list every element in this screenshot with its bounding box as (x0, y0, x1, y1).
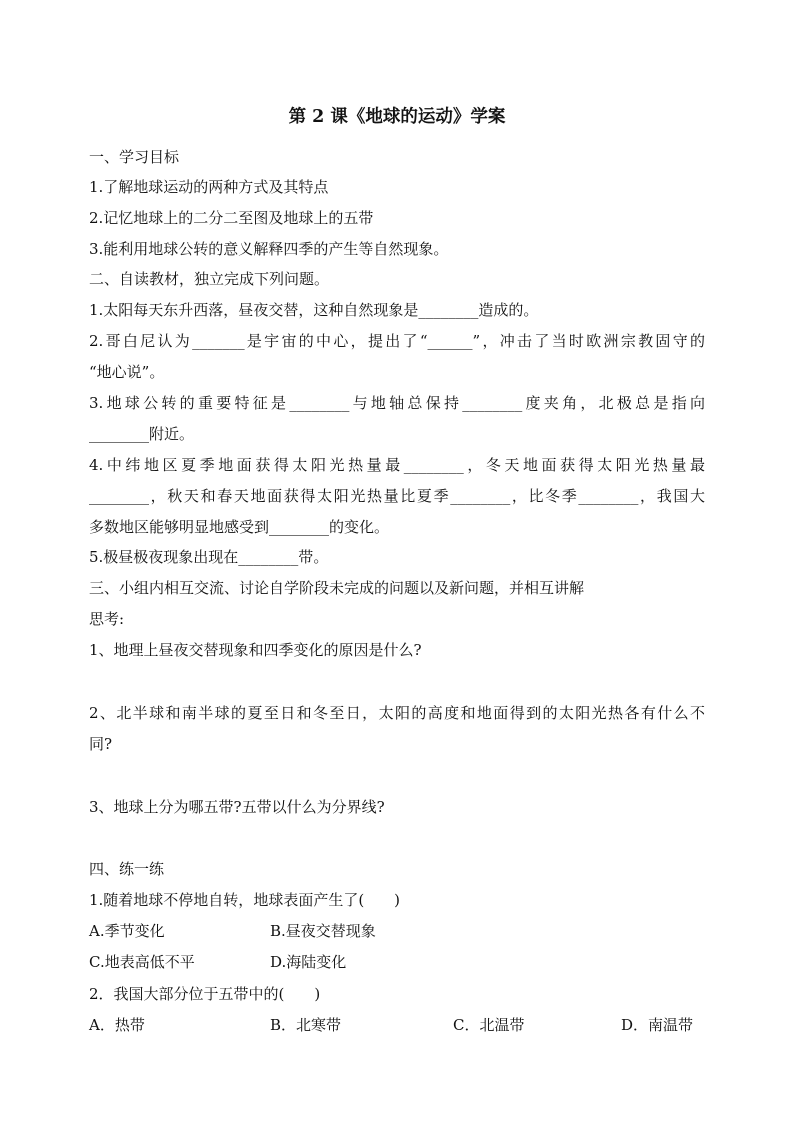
question-line: 3.地球公转的重要特征是________与地轴总保持________度夹角，北极总是指向 (89, 394, 705, 412)
section-heading-self-study: 二、自读教材，独立完成下列问题。 (89, 270, 330, 288)
answer-option: C.地表高低不平 (89, 953, 195, 971)
answer-option: C．北温带 (453, 1016, 525, 1034)
answer-option: D．南温带 (621, 1016, 694, 1034)
answer-option: D.海陆变化 (270, 953, 347, 971)
answer-option: A．热带 (89, 1016, 145, 1034)
question-line: 5.极昼极夜现象出现在________带。 (89, 548, 329, 566)
question-line: “地心说”。 (89, 363, 165, 381)
think-question: 1、地理上昼夜交替现象和四季变化的原因是什么? (89, 641, 422, 659)
question-line: ________附近。 (89, 425, 195, 443)
think-label: 思考: (89, 610, 125, 628)
answer-option: A.季节变化 (89, 922, 165, 940)
answer-option: B．北寒带 (270, 1016, 342, 1034)
think-question: 3、地球上分为哪五带?五带以什么为分界线? (89, 798, 385, 816)
page-title: 第 2 课《地球的运动》学案 (288, 107, 506, 127)
question-line: 1.太阳每天东升西落，昼夜交替，这种自然现象是________造成的。 (89, 301, 539, 319)
objective-item: 1.了解地球运动的两种方式及其特点 (89, 178, 329, 196)
section-heading-objectives: 一、学习目标 (89, 148, 180, 166)
think-question: 同? (89, 735, 113, 753)
question-line: 2.哥白尼认为_______是宇宙的中心，提出了“______”，冲击了当时欧洲宗教固守的 (89, 332, 705, 350)
practice-question-stem: 2．我国大部分位于五带中的( ) (89, 985, 321, 1003)
question-line: ________，秋天和春天地面获得太阳光热量比夏季________，比冬季________，我国大 (89, 487, 705, 505)
think-question: 2、北半球和南半球的夏至日和冬至日，太阳的高度和地面得到的太阳光热各有什么不 (89, 704, 705, 722)
objective-item: 2.记忆地球上的二分二至图及地球上的五带 (89, 209, 374, 227)
practice-question-stem: 1.随着地球不停地自转，地球表面产生了( ) (89, 891, 401, 909)
objective-item: 3.能利用地球公转的意义解释四季的产生等自然现象。 (89, 240, 449, 258)
question-line: 多数地区能够明显地感受到________的变化。 (89, 518, 390, 536)
answer-option: B.昼夜交替现象 (270, 922, 376, 940)
question-line: 4.中纬地区夏季地面获得太阳光热量最________，冬天地面获得太阳光热量最 (89, 456, 705, 474)
section-heading-practice: 四、练一练 (89, 860, 165, 878)
section-heading-discussion: 三、小组内相互交流、讨论自学阶段未完成的问题以及新问题，并相互讲解 (89, 579, 585, 597)
